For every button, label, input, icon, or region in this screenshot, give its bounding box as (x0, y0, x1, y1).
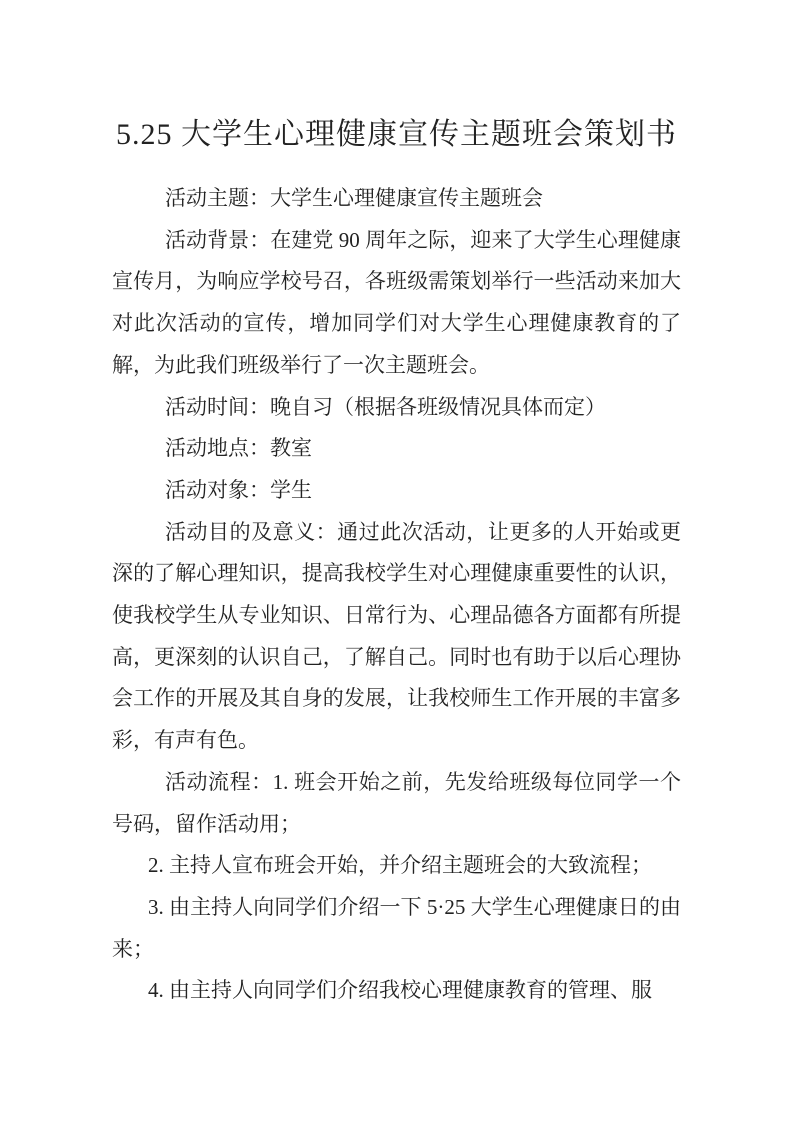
paragraph: 2. 主持人宣布班会开始，并介绍主题班会的大致流程； (148, 853, 652, 878)
paragraph: 3. 由主持人向同学们介绍一下 5·25 大学生心理健康日的由来； (112, 894, 681, 961)
paragraph: 活动对象：学生 (165, 477, 312, 502)
paragraph: 活动地点：教室 (165, 436, 312, 461)
paragraph: 活动目的及意义：通过此次活动，让更多的人开始或更深的了解心理知识，提高我校学生对心理健康重要性的认识，使我校学生从专业知识、日常行为、心理品德各方面都有所提高，更深刻的认识自己，了解自己。同时也有助于以后心理协会工作的开展及其自身的发展，让我校师生工作开展的丰富多彩，有声有色。 (112, 519, 681, 753)
paragraph: 活动时间：晚自习（根据各班级情况具体而定） (165, 394, 606, 419)
document-body (112, 178, 681, 1012)
paragraph: 活动流程：1. 班会开始之前，先发给班级每位同学一个号码，留作活动用； (112, 769, 681, 836)
document-title: 5.25 大学生心理健康宣传主题班会策划书 (116, 118, 677, 151)
paragraph: 活动主题：大学生心理健康宣传主题班会 (165, 186, 543, 210)
paragraph: 4. 由主持人向同学们介绍我校心理健康教育的管理、服 (148, 978, 652, 1003)
paragraph: 活动背景：在建党 90 周年之际，迎来了大学生心理健康宣传月，为响应学校号召，各班级需策划举行一些活动来加大对此次活动的宣传，增加同学们对大学生心理健康教育的了解，为此我们班级举行了一次主题班会。 (112, 227, 681, 377)
